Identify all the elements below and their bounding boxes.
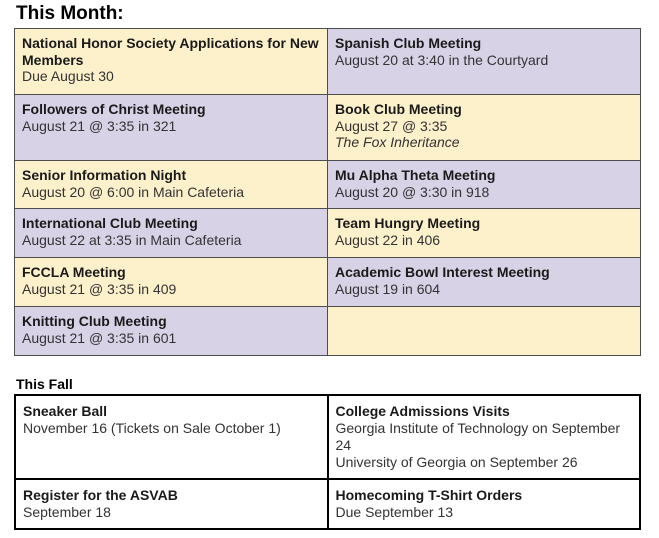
table-row [15, 258, 641, 307]
event-note: The Fox Inheritance [335, 134, 460, 150]
event-detail: August 19 in 604 [335, 280, 441, 297]
event-cell [328, 29, 641, 95]
event-cell [15, 29, 328, 95]
event-detail: August 20 at 3:40 in the Courtyard [335, 51, 549, 68]
event-detail: September 18 [23, 504, 111, 520]
this-month-table [14, 28, 641, 356]
table-row [15, 307, 641, 356]
event-detail: August 22 at 3:35 in Main Cafeteria [22, 231, 242, 248]
event-cell [328, 307, 641, 356]
event-detail: Due August 30 [22, 68, 114, 84]
event-title: Mu Alpha Theta Meeting [335, 167, 496, 183]
event-title: National Honor Society Applications for New Members [22, 35, 319, 68]
event-detail: August 21 @ 3:35 in 601 [22, 329, 177, 346]
event-title: Spanish Club Meeting [335, 35, 482, 51]
event-cell [328, 209, 641, 258]
event-title: FCCLA Meeting [22, 264, 126, 280]
event-cell [328, 95, 641, 161]
fall-event-cell [328, 395, 641, 479]
event-detail: August 22 in 406 [335, 231, 441, 248]
event-title: Register for the ASVAB [23, 487, 178, 503]
event-cell [328, 161, 641, 209]
table-row [15, 209, 641, 258]
event-title: Team Hungry Meeting [335, 215, 481, 231]
table-row [15, 479, 640, 529]
event-title: College Admissions Visits [335, 403, 510, 419]
event-title: Academic Bowl Interest Meeting [335, 264, 550, 280]
event-detail: August 27 @ 3:35 [335, 117, 448, 134]
event-cell [15, 258, 328, 307]
event-cell [15, 161, 328, 209]
event-title: Homecoming T-Shirt Orders [335, 487, 523, 503]
event-detail: August 20 @ 6:00 in Main Cafeteria [22, 183, 245, 200]
event-detail: November 16 (Tickets on Sale October 1) [23, 420, 281, 436]
event-detail: University of Georgia on September 26 [335, 454, 578, 470]
event-title: Sneaker Ball [23, 403, 108, 419]
this-month-heading: This Month: [16, 3, 124, 24]
fall-event-cell [328, 479, 641, 529]
table-row [15, 395, 640, 479]
event-title: Knitting Club Meeting [22, 313, 167, 329]
event-cell [15, 209, 328, 258]
table-row [15, 95, 641, 161]
event-detail: Georgia Institute of Technology on September 24 [335, 420, 621, 453]
event-title: Followers of Christ Meeting [22, 101, 206, 117]
event-detail: August 20 @ 3:30 in 918 [335, 183, 490, 200]
event-detail: Due September 13 [335, 504, 454, 520]
event-cell [328, 258, 641, 307]
this-fall-heading: This Fall [16, 376, 73, 392]
fall-event-cell [15, 395, 328, 479]
this-fall-table [14, 394, 641, 530]
event-title: Senior Information Night [22, 167, 187, 183]
event-title: International Club Meeting [22, 215, 198, 231]
event-detail: August 21 @ 3:35 in 321 [22, 117, 177, 134]
table-row [15, 29, 641, 95]
event-detail: August 21 @ 3:35 in 409 [22, 280, 177, 297]
event-cell [15, 95, 328, 161]
event-title: Book Club Meeting [335, 101, 462, 117]
event-cell [15, 307, 328, 356]
fall-event-cell [15, 479, 328, 529]
table-row [15, 161, 641, 209]
